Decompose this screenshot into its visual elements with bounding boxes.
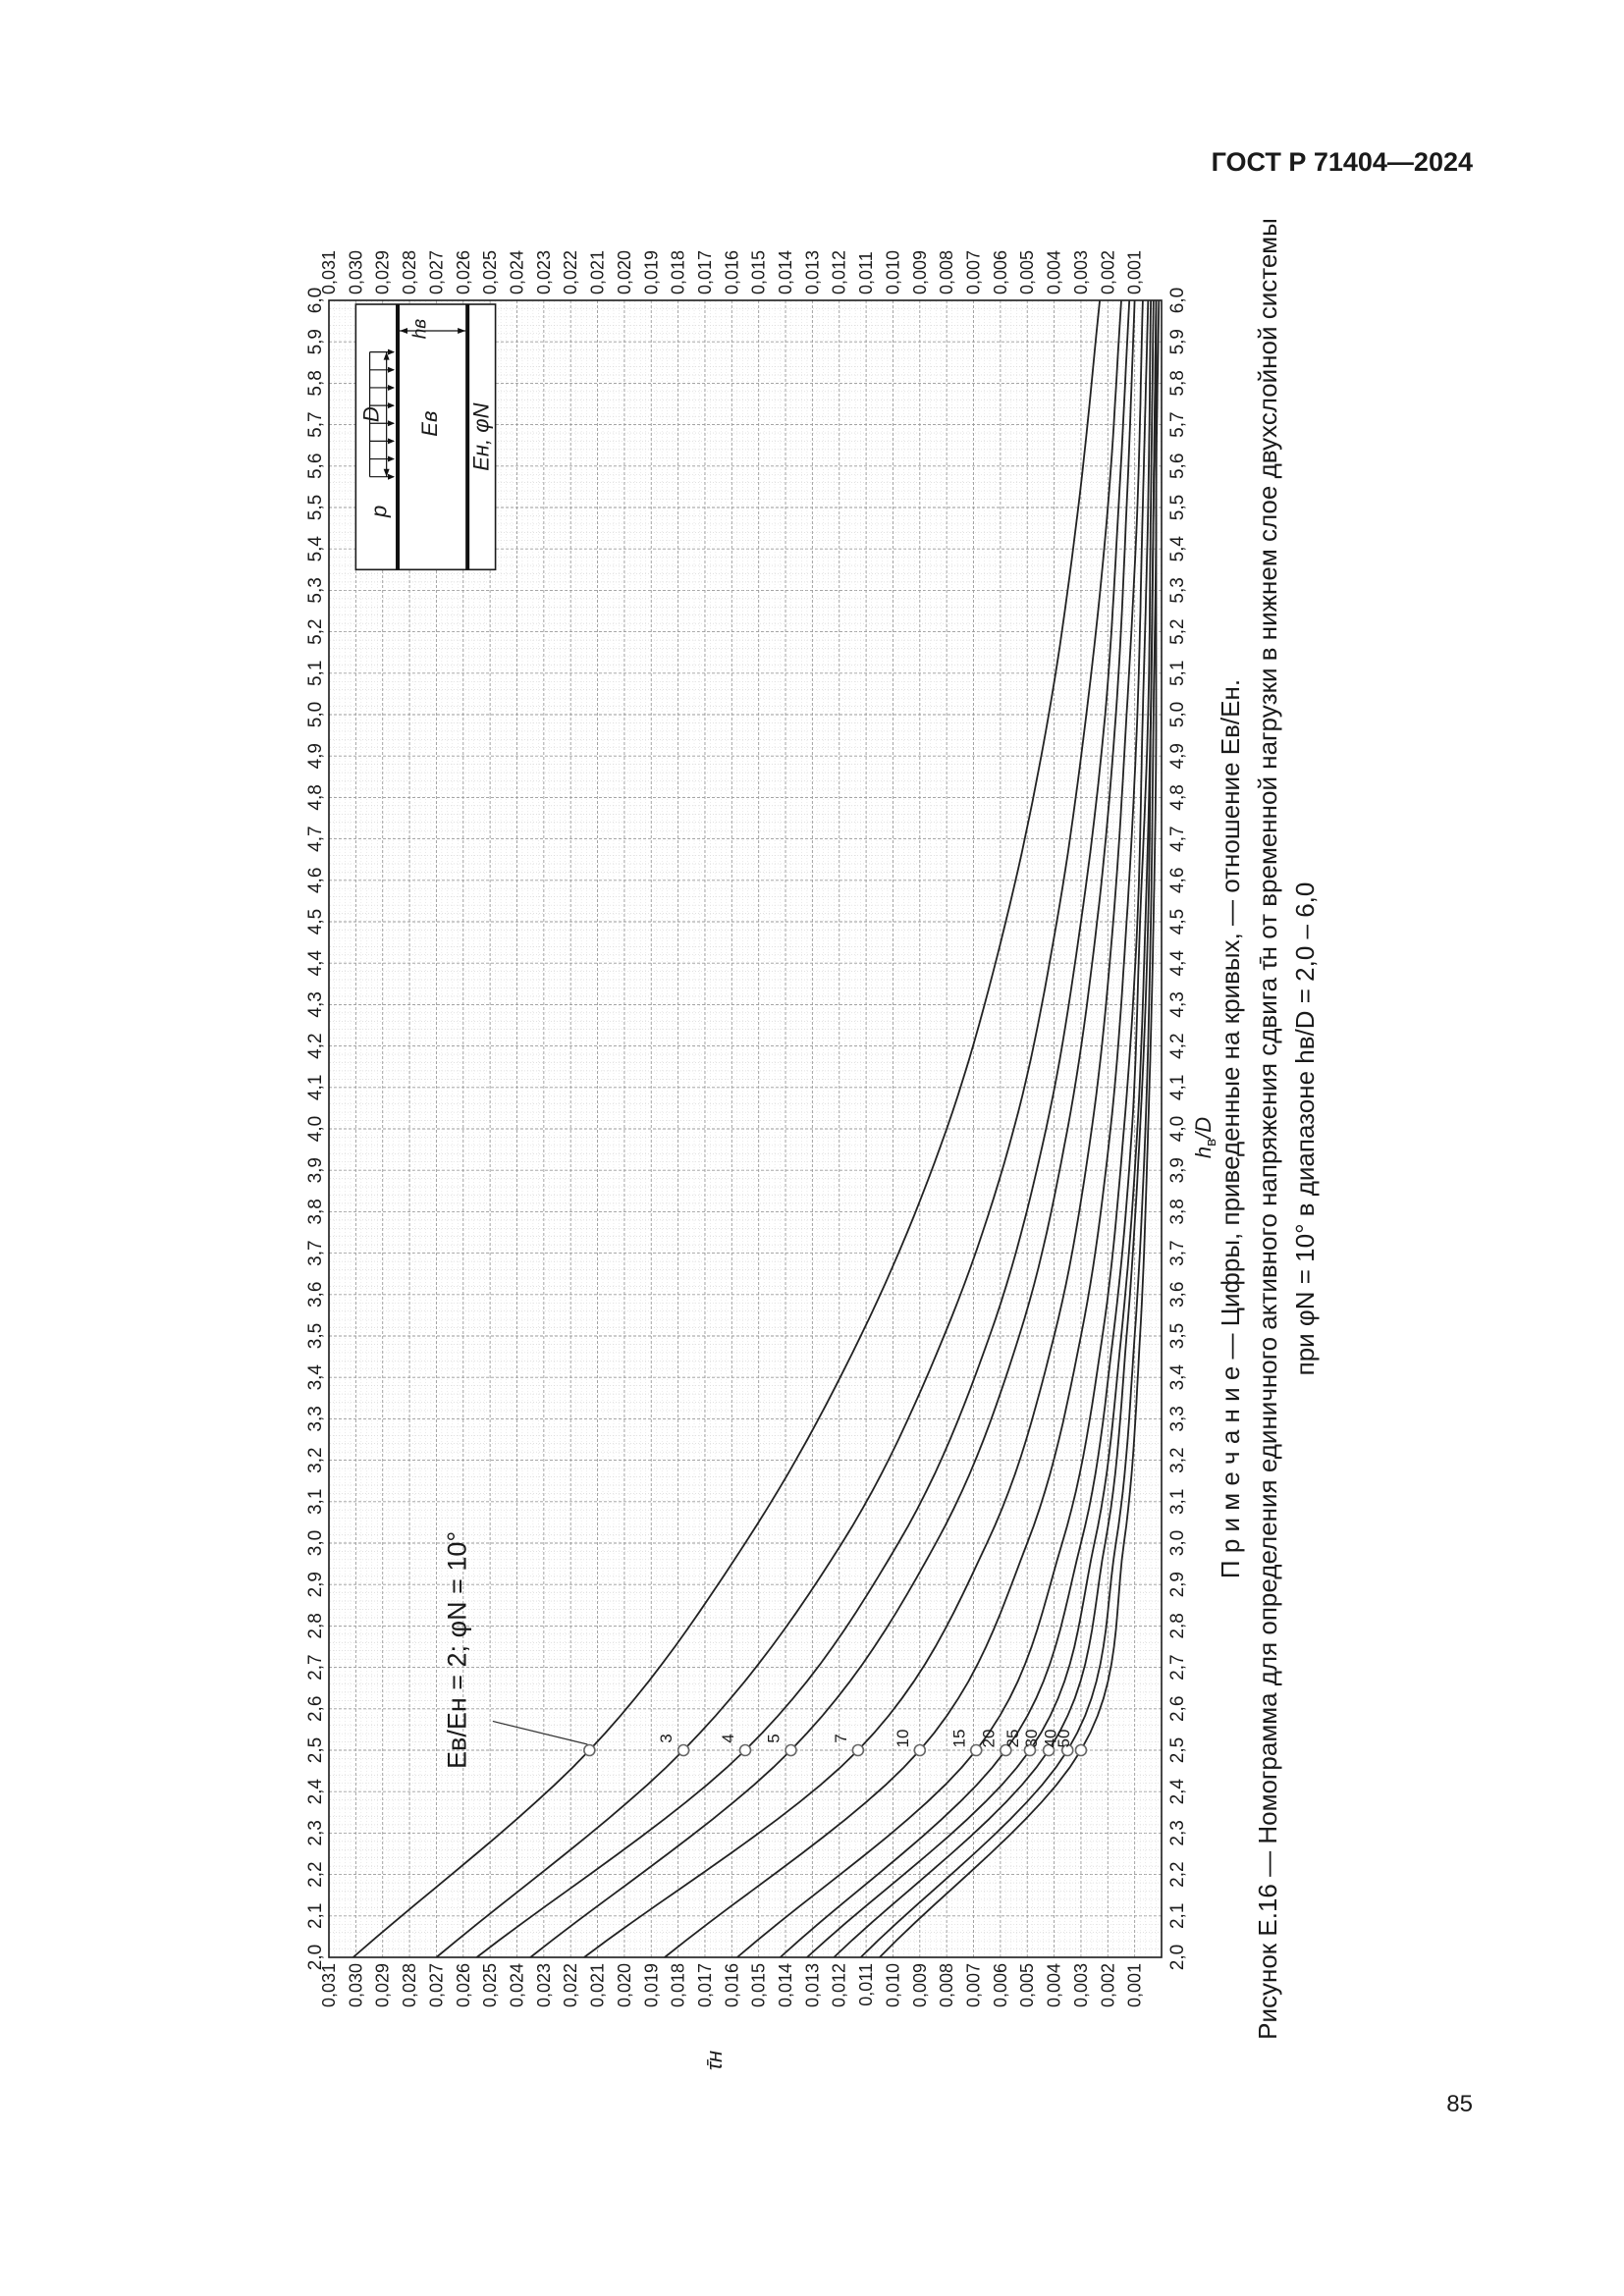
x-tick-label-top: 3,8 bbox=[305, 1199, 326, 1225]
x-tick-label-top: 3,1 bbox=[305, 1488, 326, 1516]
y-tick-label-right: 0,007 bbox=[963, 249, 984, 294]
inset-label-upper-modulus: Eв bbox=[416, 410, 442, 437]
y-tick-label-left: 0,028 bbox=[400, 1963, 420, 2008]
x-tick-label-bottom: 4,4 bbox=[1167, 949, 1188, 977]
y-tick-label-left: 0,025 bbox=[480, 1963, 501, 2008]
legend-label: Eв/Eн = 2; φN = 10° bbox=[442, 1530, 472, 1769]
x-tick-label-top: 2,6 bbox=[305, 1695, 326, 1723]
x-tick-label-top: 4,8 bbox=[305, 784, 326, 811]
y-tick-label-left: 0,007 bbox=[963, 1963, 984, 2008]
curve-marker bbox=[740, 1745, 751, 1756]
curve-label-10: 10 bbox=[893, 1729, 912, 1748]
y-tick-label-left: 0,018 bbox=[668, 1963, 688, 2008]
y-tick-label-right: 0,027 bbox=[426, 249, 447, 294]
y-tick-label-left: 0,005 bbox=[1017, 1963, 1038, 2008]
y-tick-label-left: 0,006 bbox=[990, 1963, 1010, 2008]
x-tick-label-top: 3,5 bbox=[305, 1322, 326, 1350]
x-tick-label-top: 3,2 bbox=[305, 1447, 326, 1473]
curve-marker bbox=[584, 1745, 595, 1756]
x-tick-label-bottom: 3,2 bbox=[1167, 1447, 1188, 1473]
curve-label-40: 40 bbox=[1041, 1729, 1060, 1748]
x-tick-label-top: 2,0 bbox=[305, 1944, 326, 1971]
inset-label-d: D bbox=[358, 406, 384, 423]
y-tick-label-left: 0,030 bbox=[346, 1963, 366, 2008]
y-tick-label-left: 0,001 bbox=[1124, 1963, 1145, 2008]
x-tick-label-top: 5,0 bbox=[305, 701, 326, 728]
document-header: ГОСТ Р 71404—2024 bbox=[1211, 147, 1473, 177]
x-tick-label-top: 3,6 bbox=[305, 1281, 326, 1308]
y-tick-label-right: 0,028 bbox=[400, 249, 420, 294]
x-tick-label-bottom: 5,8 bbox=[1167, 370, 1188, 397]
y-tick-label-right: 0,004 bbox=[1044, 249, 1064, 294]
curve-label-4: 4 bbox=[719, 1734, 737, 1743]
curve-marker bbox=[914, 1745, 925, 1756]
x-tick-label-top: 2,5 bbox=[305, 1736, 326, 1764]
y-tick-label-right: 0,014 bbox=[776, 249, 796, 294]
x-tick-label-top: 3,4 bbox=[305, 1363, 326, 1391]
x-tick-label-bottom: 2,6 bbox=[1167, 1695, 1188, 1723]
x-tick-label-bottom: 5,9 bbox=[1167, 328, 1188, 355]
y-tick-label-right: 0,024 bbox=[507, 249, 527, 294]
y-tick-label-left: 0,027 bbox=[426, 1963, 447, 2008]
x-tick-label-bottom: 3,5 bbox=[1167, 1322, 1188, 1350]
y-tick-label-left: 0,015 bbox=[748, 1963, 769, 2008]
x-tick-label-top: 4,0 bbox=[305, 1115, 326, 1143]
x-tick-label-bottom: 4,7 bbox=[1167, 826, 1188, 852]
x-tick-label-top: 4,2 bbox=[305, 1033, 326, 1059]
y-tick-label-right: 0,002 bbox=[1098, 249, 1118, 294]
y-tick-label-right: 0,020 bbox=[614, 249, 634, 294]
x-tick-label-top: 4,1 bbox=[305, 1074, 326, 1101]
page-number: 85 bbox=[1446, 2091, 1473, 2117]
x-tick-label-top: 4,6 bbox=[305, 867, 326, 894]
y-tick-label-right: 0,013 bbox=[802, 249, 823, 294]
x-tick-label-top: 5,7 bbox=[305, 411, 326, 438]
x-tick-label-top: 5,9 bbox=[305, 328, 326, 355]
x-tick-label-bottom: 5,4 bbox=[1167, 535, 1188, 562]
y-tick-label-right: 0,010 bbox=[883, 249, 903, 294]
x-tick-label-bottom: 2,1 bbox=[1167, 1902, 1188, 1930]
x-tick-label-bottom: 5,1 bbox=[1167, 660, 1188, 687]
y-tick-label-right: 0,008 bbox=[937, 249, 957, 294]
x-tick-label-bottom: 2,2 bbox=[1167, 1861, 1188, 1888]
x-tick-label-top: 2,7 bbox=[305, 1654, 326, 1681]
x-tick-label-bottom: 4,1 bbox=[1167, 1074, 1188, 1101]
curve-label-30: 30 bbox=[1022, 1729, 1042, 1748]
x-tick-label-bottom: 5,2 bbox=[1167, 618, 1188, 645]
y-tick-label-left: 0,012 bbox=[829, 1963, 849, 2008]
y-tick-label-left: 0,023 bbox=[533, 1963, 554, 2008]
x-tick-label-bottom: 3,7 bbox=[1167, 1240, 1188, 1266]
x-tick-label-top: 5,2 bbox=[305, 618, 326, 645]
curve-marker bbox=[785, 1745, 796, 1756]
x-tick-label-bottom: 3,8 bbox=[1167, 1199, 1188, 1225]
y-tick-label-right: 0,009 bbox=[909, 249, 930, 294]
y-tick-label-right: 0,017 bbox=[694, 249, 715, 294]
x-tick-label-bottom: 4,0 bbox=[1167, 1115, 1188, 1143]
y-tick-label-left: 0,009 bbox=[909, 1963, 930, 2008]
y-tick-label-left: 0,002 bbox=[1098, 1963, 1118, 2008]
y-tick-label-right: 0,018 bbox=[668, 249, 688, 294]
y-tick-label-left: 0,016 bbox=[722, 1963, 742, 2008]
y-tick-label-right: 0,006 bbox=[990, 249, 1010, 294]
x-tick-label-bottom: 5,0 bbox=[1167, 701, 1188, 728]
y-tick-label-left: 0,010 bbox=[883, 1963, 903, 2008]
y-tick-label-right: 0,001 bbox=[1124, 249, 1145, 294]
x-tick-label-bottom: 2,0 bbox=[1167, 1944, 1188, 1971]
y-tick-label-left: 0,003 bbox=[1070, 1963, 1091, 2008]
x-tick-label-bottom: 2,8 bbox=[1167, 1613, 1188, 1639]
x-tick-label-bottom: 4,8 bbox=[1167, 784, 1188, 811]
x-tick-label-bottom: 3,0 bbox=[1167, 1529, 1188, 1557]
rotated-figure-group bbox=[305, 218, 1320, 2070]
x-tick-label-bottom: 3,6 bbox=[1167, 1281, 1188, 1308]
x-tick-label-top: 4,3 bbox=[305, 991, 326, 1018]
y-tick-label-right: 0,005 bbox=[1017, 249, 1038, 294]
inset-label-thickness: hв bbox=[409, 318, 431, 340]
curve-label-7: 7 bbox=[831, 1734, 850, 1743]
x-tick-label-top: 5,8 bbox=[305, 370, 326, 397]
inset-label-p: p bbox=[366, 505, 392, 517]
x-tick-label-top: 3,9 bbox=[305, 1156, 326, 1184]
x-tick-label-top: 5,1 bbox=[305, 660, 326, 687]
x-tick-label-top: 5,4 bbox=[305, 535, 326, 562]
x-tick-label-top: 2,1 bbox=[305, 1902, 326, 1930]
y-tick-label-right: 0,011 bbox=[856, 251, 877, 294]
y-tick-label-right: 0,019 bbox=[641, 249, 662, 294]
y-tick-label-right: 0,012 bbox=[829, 249, 849, 294]
x-tick-label-top: 5,3 bbox=[305, 577, 326, 604]
y-tick-label-right: 0,015 bbox=[748, 249, 769, 294]
x-tick-label-top: 5,6 bbox=[305, 453, 326, 480]
x-tick-label-bottom: 4,6 bbox=[1167, 867, 1188, 894]
y-tick-label-left: 0,019 bbox=[641, 1963, 662, 2008]
x-tick-label-top: 2,3 bbox=[305, 1820, 326, 1846]
x-tick-label-top: 2,9 bbox=[305, 1571, 326, 1598]
y-tick-label-left: 0,029 bbox=[372, 1963, 393, 2008]
x-tick-label-bottom: 2,5 bbox=[1167, 1736, 1188, 1764]
x-tick-label-top: 2,4 bbox=[305, 1778, 326, 1805]
y-tick-label-left: 0,011 bbox=[856, 1963, 877, 2006]
y-tick-label-left: 0,014 bbox=[776, 1963, 796, 2008]
curve-label-3: 3 bbox=[657, 1734, 677, 1743]
x-tick-label-bottom: 5,3 bbox=[1167, 577, 1188, 604]
y-tick-label-right: 0,022 bbox=[561, 249, 581, 294]
curve-label-25: 25 bbox=[1002, 1729, 1022, 1748]
curve-label-20: 20 bbox=[979, 1729, 999, 1748]
x-tick-label-bottom: 2,4 bbox=[1167, 1778, 1188, 1805]
figure-note: П р и м е ч а н и е — Цифры, приведенные на кривых, — отношение Eв/Eн. bbox=[1216, 678, 1245, 1579]
x-tick-label-bottom: 4,9 bbox=[1167, 742, 1188, 770]
x-tick-label-bottom: 2,9 bbox=[1167, 1571, 1188, 1598]
y-tick-label-left: 0,013 bbox=[802, 1963, 823, 2008]
y-tick-label-right: 0,026 bbox=[453, 249, 473, 294]
x-tick-label-top: 3,0 bbox=[305, 1529, 326, 1557]
y-tick-label-left: 0,021 bbox=[587, 1963, 608, 2008]
x-tick-label-top: 6,0 bbox=[305, 287, 326, 314]
x-tick-label-top: 2,8 bbox=[305, 1613, 326, 1639]
x-tick-label-bottom: 2,3 bbox=[1167, 1820, 1188, 1846]
x-axis-title: $h_в/D$ bbox=[1191, 1116, 1219, 1159]
x-tick-label-top: 4,4 bbox=[305, 949, 326, 977]
curve-marker bbox=[852, 1745, 863, 1756]
x-tick-label-bottom: 3,1 bbox=[1167, 1488, 1188, 1516]
y-tick-label-right: 0,025 bbox=[480, 249, 501, 294]
figure-caption-line-2: при φN = 10° в диапазоне hв/D = 2,0 – 6,0 bbox=[1290, 881, 1320, 1376]
x-tick-label-bottom: 4,5 bbox=[1167, 908, 1188, 935]
y-tick-label-left: 0,024 bbox=[507, 1963, 527, 2008]
legend-leader-line bbox=[493, 1721, 587, 1744]
x-tick-label-top: 4,5 bbox=[305, 908, 326, 935]
x-tick-label-top: 2,2 bbox=[305, 1861, 326, 1888]
y-tick-label-left: 0,022 bbox=[561, 1963, 581, 2008]
y-tick-label-right: 0,029 bbox=[372, 249, 393, 294]
y-axis-title: τ̄н bbox=[702, 2050, 727, 2071]
inset-label-lower-modulus: Eн, φN bbox=[468, 402, 494, 471]
y-tick-label-left: 0,008 bbox=[937, 1963, 957, 2008]
curve-marker bbox=[678, 1745, 689, 1756]
x-tick-label-top: 3,7 bbox=[305, 1240, 326, 1266]
x-tick-label-bottom: 5,6 bbox=[1167, 453, 1188, 480]
x-tick-label-top: 5,5 bbox=[305, 494, 326, 521]
y-tick-label-right: 0,003 bbox=[1070, 249, 1091, 294]
y-tick-label-left: 0,004 bbox=[1044, 1963, 1064, 2008]
y-tick-label-right: 0,021 bbox=[587, 249, 608, 294]
y-tick-label-right: 0,016 bbox=[722, 249, 742, 294]
curve-label-5: 5 bbox=[764, 1734, 784, 1743]
x-tick-label-bottom: 5,5 bbox=[1167, 494, 1188, 521]
x-tick-label-bottom: 3,9 bbox=[1167, 1156, 1188, 1184]
x-tick-label-bottom: 3,4 bbox=[1167, 1363, 1188, 1391]
x-tick-label-bottom: 2,7 bbox=[1167, 1654, 1188, 1681]
x-tick-label-bottom: 4,2 bbox=[1167, 1033, 1188, 1059]
figure-caption-line-1: Рисунок Е.16 — Номограмма для определения единичного активного напряжения сдвига τ̄н от временной нагрузки в нижнем слое двухслойной системы bbox=[1253, 218, 1282, 2040]
y-tick-label-right: 0,031 bbox=[319, 249, 339, 294]
x-tick-label-bottom: 6,0 bbox=[1167, 287, 1188, 314]
curve-marker bbox=[1075, 1745, 1086, 1756]
x-tick-label-top: 4,9 bbox=[305, 742, 326, 770]
y-tick-label-left: 0,017 bbox=[694, 1963, 715, 2008]
y-tick-label-left: 0,026 bbox=[453, 1963, 473, 2008]
x-tick-label-bottom: 4,3 bbox=[1167, 991, 1188, 1018]
y-tick-label-right: 0,023 bbox=[533, 249, 554, 294]
y-tick-label-right: 0,030 bbox=[346, 249, 366, 294]
y-tick-label-left: 0,020 bbox=[614, 1963, 634, 2008]
curve-label-50: 50 bbox=[1054, 1729, 1073, 1748]
x-tick-label-bottom: 5,7 bbox=[1167, 411, 1188, 438]
x-tick-label-top: 4,7 bbox=[305, 826, 326, 852]
y-tick-label-left: 0,031 bbox=[319, 1963, 339, 2008]
x-tick-label-top: 3,3 bbox=[305, 1406, 326, 1432]
inset-diagram bbox=[355, 304, 495, 569]
x-tick-label-bottom: 3,3 bbox=[1167, 1406, 1188, 1432]
curve-label-15: 15 bbox=[949, 1729, 969, 1748]
